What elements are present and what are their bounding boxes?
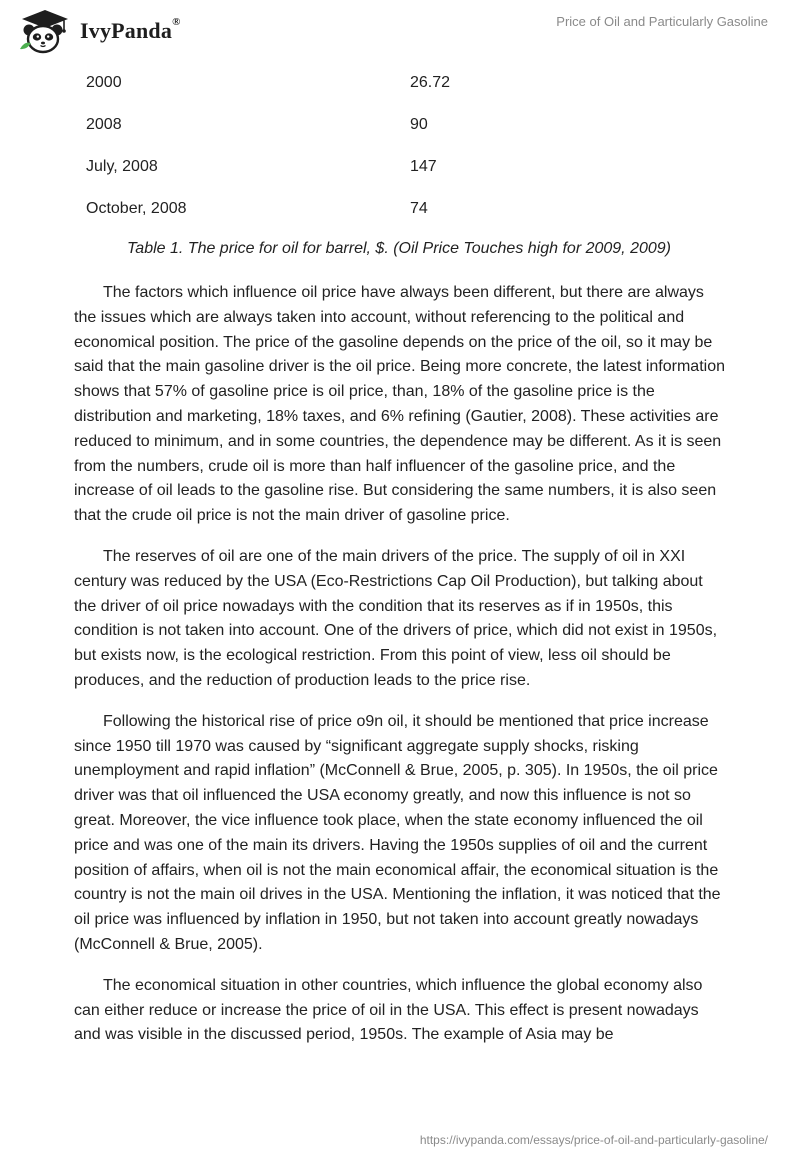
trademark-symbol: ® (172, 16, 181, 28)
oil-price-table (74, 62, 724, 230)
table-caption: Table 1. The price for oil for barrel, $. (Oil Price Touches high for 2009, 2009) (127, 240, 671, 257)
table-cell-period: October, 2008 (86, 200, 187, 217)
table-row (74, 188, 724, 230)
paragraph: The factors which influence oil price have always been different, but there are always the issues which are always taken into account, without referencing to the political and economical position. The price of the gasoline depends on the price of the oil, so it may be said that the main gasoline driver is the oil price. Being more concrete, the latest information shows that 57% of gasoline price is oil price, than, 18% of the gasoline price is the distribution and marketing, 18% taxes, and 6% refining (Gautier, 2008). These activities are reduced to minimum, and in some countries, the dependence may be different. As it is seen from the numbers, crude oil is more than half influencer of the gasoline price, and the increase of oil leads to the gasoline rise. But considering the same numbers, it is also seen that the crude oil price is not the main driver of gasoline price. (74, 284, 725, 525)
table-cell-period: 2000 (86, 74, 122, 91)
table-row (74, 104, 724, 146)
page-header (0, 0, 800, 60)
panda-graduate-icon (16, 8, 74, 54)
table-cell-price: 90 (410, 116, 428, 133)
paragraph: The economical situation in other countries, which influence the global economy also can either reduce or increase the price of oil in the USA. This effect is present nowadays and was visible in the discussed period, 1950s. The example of Asia may be (74, 976, 703, 1044)
table-row (74, 146, 724, 188)
table-cell-price: 147 (410, 158, 437, 175)
essay-body (74, 281, 728, 1064)
paragraph: The reserves of oil are one of the main drivers of the price. The supply of oil in XXI century was reduced by the USA (Eco-Restrictions Cap Oil Production), but talking about the driver of oil price nowadays with the condition that its reserves as if in 1950s, this condition is not taken into account. One of the drivers of price, which did not exist in 1950s, but exists now, is the ecological restriction. From this point of view, less oil should be produces, and the reduction of production leads to the price rise. (74, 547, 718, 689)
table-cell-price: 26.72 (410, 74, 451, 91)
table-row (74, 62, 724, 104)
document-title: Price of Oil and Particularly Gasoline (556, 14, 768, 29)
brand-name: IvyPanda® (80, 16, 181, 43)
ivypanda-logo[interactable] (16, 8, 181, 54)
table-cell-period: 2008 (86, 116, 122, 133)
source-url-link[interactable]: https://ivypanda.com/essays/price-of-oil-and-particularly-gasoline/ (419, 1133, 768, 1147)
table-cell-period: July, 2008 (86, 158, 158, 175)
table-cell-price: 74 (410, 200, 428, 217)
paragraph: Following the historical rise of price o9n oil, it should be mentioned that price increase since 1950 till 1970 was caused by “significant aggregate supply shocks, risking unemployment and rapid inflation” (McConnell & Brue, 2005, p. 305). In 1950s, the oil price driver was that oil influenced the USA economy greatly, and now this influence is not so great. Moreover, the vice influence took place, when the state economy influenced the oil price and was one of the main its drivers. Having the 1950s supplies of oil and the current position of affairs, when oil is not the main economical affair, the economical situation is the country is not the main oil drives in the USA. Mentioning the inflation, it was noticed that the oil price was influenced by inflation in 1950, but not taken into account greatly nowadays (McConnell & Brue, 2005). (74, 712, 721, 953)
